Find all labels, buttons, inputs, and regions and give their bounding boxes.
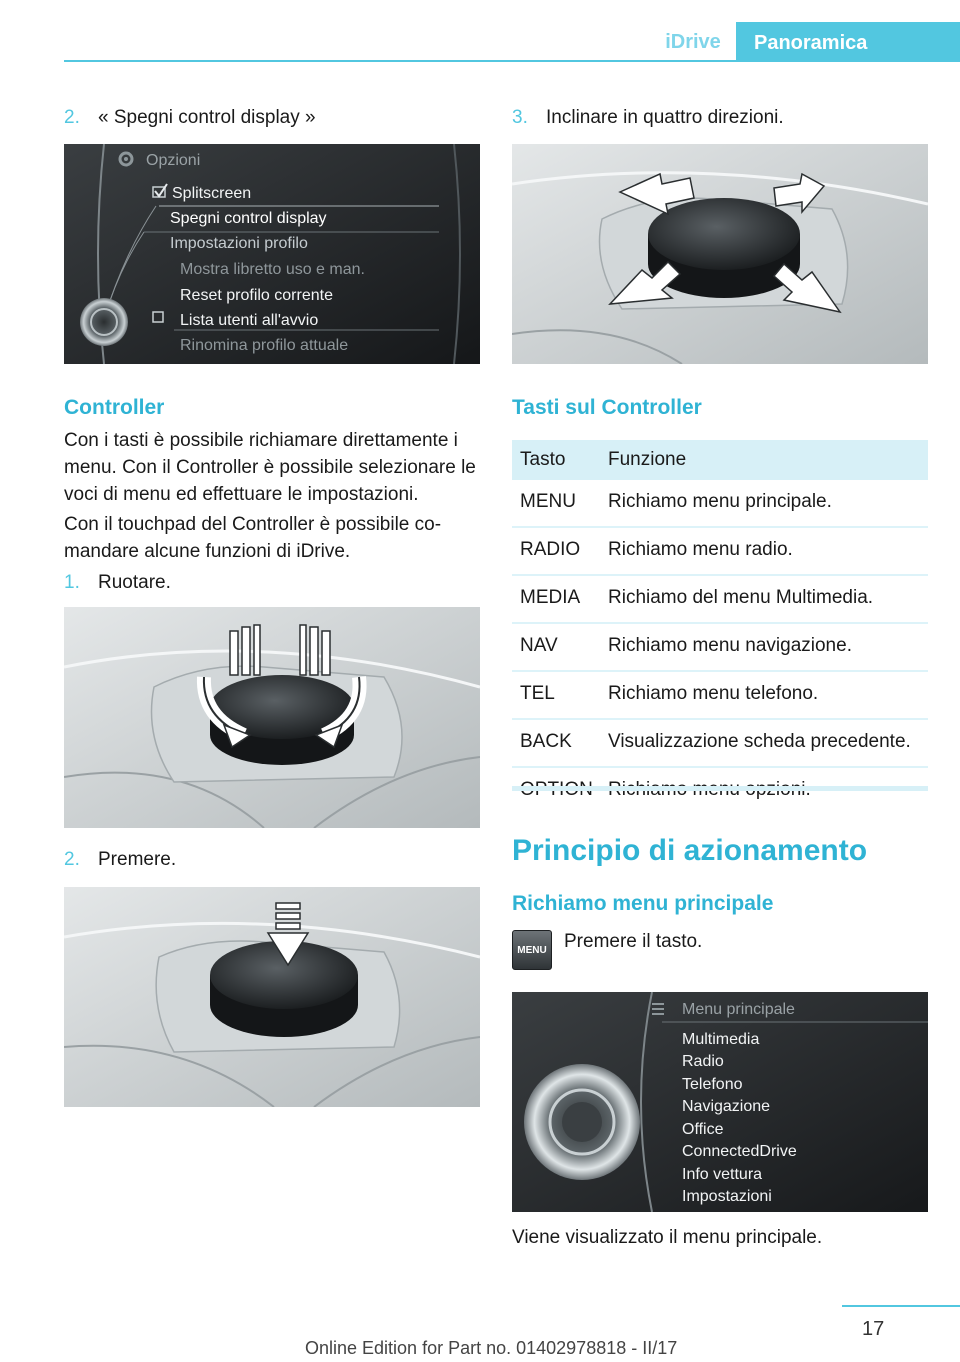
keys-table: [512, 440, 928, 814]
column-header-key: Tasto: [512, 440, 600, 480]
result-text: Viene visualizzato il menu principale.: [512, 1227, 823, 1248]
page-number: 17: [862, 1318, 885, 1340]
table-row: [512, 719, 928, 767]
options-item-disabled: Rinomina profilo attuale: [180, 337, 349, 354]
header-section-label: iDrive: [665, 31, 721, 53]
table-row: [512, 623, 928, 671]
controller-heading: Controller: [64, 396, 165, 419]
main-menu-item: Telefono: [682, 1076, 743, 1093]
main-menu-screen-photo: [512, 992, 928, 1212]
step-text: « Spegni control display »: [98, 107, 316, 128]
main-menu-item: ConnectedDrive: [682, 1143, 797, 1160]
main-menu-item: Office: [682, 1121, 724, 1138]
step-inclinare: [512, 106, 928, 130]
table-header-row: [512, 440, 928, 480]
options-item-disabled: Mostra libretto uso e man.: [180, 261, 365, 278]
menu-key-icon: MENU: [512, 930, 552, 970]
touchpad-paragraph: Con il touchpad del Controller è possibile comandare alcune funzioni di iDrive.: [64, 514, 442, 562]
key-name: NAV: [512, 623, 600, 671]
keys-heading: Tasti sul Controller: [512, 396, 702, 419]
table-bottom-rule: [512, 786, 928, 791]
key-name: RADIO: [512, 527, 600, 575]
table-row: [512, 480, 928, 527]
options-screen-photo: [64, 144, 480, 364]
edition-note: Online Edition for Part no. 01402978818 - II/17: [305, 1338, 678, 1358]
step-number: 2.: [64, 107, 80, 128]
key-name: MEDIA: [512, 575, 600, 623]
controller-tilt-photo: [512, 144, 928, 364]
key-name: TEL: [512, 671, 600, 719]
options-item: Splitscreen: [172, 185, 252, 202]
main-menu-item: Radio: [682, 1053, 724, 1070]
options-item: Lista utenti all'avvio: [180, 312, 319, 329]
main-menu-item: Multimedia: [682, 1031, 760, 1048]
key-function: Richiamo del menu Multimedia.: [600, 575, 928, 623]
key-function: Visualizzazione scheda precedente.: [600, 719, 928, 767]
main-menu-item: Impostazioni: [682, 1188, 772, 1205]
main-menu-item: Info vettura: [682, 1166, 763, 1183]
press-key-text: Premere il tasto.: [564, 931, 703, 952]
footer-rule: [842, 1305, 960, 1307]
step-number: 1.: [64, 572, 80, 593]
controller-rotate-photo: [64, 607, 480, 828]
key-name: BACK: [512, 719, 600, 767]
step-text: Premere.: [98, 849, 177, 870]
table-row: [512, 527, 928, 575]
options-item-selected: Spegni control display: [170, 210, 327, 227]
options-item: Impostazioni profilo: [170, 235, 308, 252]
header-chapter-tab: Panoramica: [736, 22, 960, 62]
step-text: Ruotare.: [98, 572, 171, 593]
step-ruotare: [64, 571, 480, 595]
table-row: [512, 575, 928, 623]
controller-paragraph: Con i tasti è possibile richiamare direttamente i menu. Con il Controller è possibile selezionare le voci di menu ed effettuare le impostazioni.: [64, 430, 476, 505]
key-name: MENU: [512, 480, 600, 527]
main-menu-heading: Richiamo menu principale: [512, 892, 774, 915]
key-function: Richiamo menu principale.: [600, 480, 928, 527]
key-function: Richiamo menu telefono.: [600, 671, 928, 719]
main-menu-item: Navigazione: [682, 1098, 771, 1115]
principle-heading: Principio di azionamento: [512, 834, 868, 867]
table-row: [512, 671, 928, 719]
header-rule: [64, 60, 960, 62]
main-menu-title: Menu principale: [682, 1001, 795, 1018]
step-text: Inclinare in quattro direzioni.: [546, 107, 784, 128]
column-header-function: Funzione: [600, 440, 928, 480]
step-number: 2.: [64, 849, 80, 870]
options-item: Reset profilo corrente: [180, 287, 333, 304]
key-function: Richiamo menu radio.: [600, 527, 928, 575]
step-premere: [64, 848, 480, 872]
key-function: Richiamo menu navigazione.: [600, 623, 928, 671]
step-spegni: [64, 106, 480, 130]
controller-press-photo: [64, 887, 480, 1107]
step-number: 3.: [512, 107, 528, 128]
options-title: Opzioni: [146, 152, 201, 169]
